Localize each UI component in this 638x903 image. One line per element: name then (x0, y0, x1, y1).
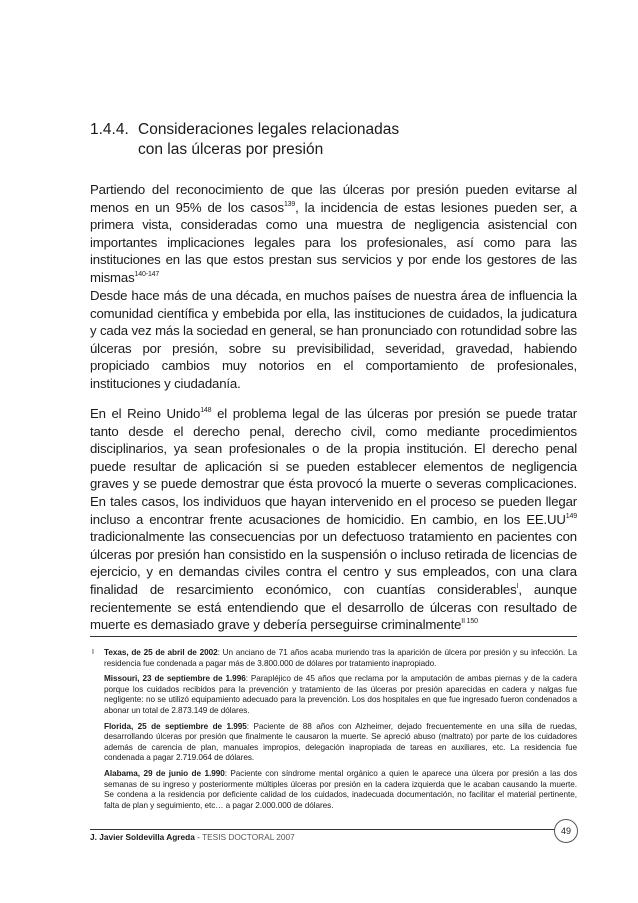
paragraph-1 (90, 181, 577, 287)
footnote-ref-ii-citation-150: II 150 (461, 618, 478, 626)
paragraph-3-text-a: En el Reino Unido (90, 406, 201, 421)
section-title-line-1: Consideraciones legales relacionadas (138, 121, 400, 138)
footnote-ref-i: I (516, 582, 519, 590)
citation-148: 148 (200, 407, 212, 414)
paragraph-3-text-c: tradicionalmente las consecuencias por un defectuoso tratamiento en pacientes con úlceras por presión han consistido en la suspensión o incluso retirada de licencias de ejercicio, y en demandas civiles contra el centro y sus empleados, con una clara finalidad de resarcimiento económico, con cuantías considerables (90, 529, 577, 597)
citation-139: 139 (283, 200, 296, 208)
page-footer (90, 832, 295, 842)
footer-subtitle: TESIS DOCTORAL 2007 (202, 832, 295, 842)
paragraph-1-text-a: Partiendo del reconocimiento de que las úlceras por presión pueden evitarse al menos en un 95% de los casos (90, 182, 577, 215)
citation-140-147: 140-147 (134, 270, 160, 278)
footer-author: J. Javier Soldevilla Agreda (90, 832, 195, 842)
paragraph-3 (90, 405, 577, 634)
footer-separator: - (194, 832, 203, 842)
footnote-lead: Florida, 25 de septiembre de 1.995 (104, 721, 247, 731)
footer-divider (90, 829, 577, 830)
footnote-lead: Missouri, 23 de septiembre de 1.996 (104, 674, 246, 684)
footnote-alabama (104, 769, 577, 811)
footnote-missouri (104, 674, 577, 716)
footnote-divider (90, 636, 577, 637)
footnote-mark: I (92, 649, 94, 656)
footnote-text: : Parapléjico de 45 años que reclama por la amputación de ambas piernas y de la cadera porque los cuidados recibidos para la prevención y tratamiento de las úlceras por presión aparecidas en cadera y nalgas fue negligente: no se utilizó equipamiento adecuado para la prevención. Los dos hospitales en que fue ingresado fueron condenados a abonar un total de 2.873.149 de dólares. (104, 674, 577, 715)
citation-149: 149 (565, 512, 577, 520)
section-title-line-2: con las úlceras por presión (138, 141, 324, 158)
footnote-lead: Alabama, 29 de junio de 1.990 (104, 768, 225, 778)
footnote-texas (92, 648, 577, 669)
paragraph-2: Desde hace más de una década, en muchos países de nuestra área de influencia la comunidad científica y embebida por ella, las instituciones de cuidados, la judicatura y cada vez más la sociedad en general, se han pronunciado con rotundidad sobre las úlceras por presión, sobre su previsibilidad, severidad, gravedad, habiendo propiciado cambios muy notorios en el comportamiento de profesionales, instituciones y ciudadanía. (90, 288, 577, 391)
paragraph-3-text-d: , aunque recientemente se está entendiendo que el desarrollo de úlceras con resultado de muerte es demasiado grave y debería perseguirse criminalmente (90, 581, 577, 633)
paragraph-3-text-b: el problema legal de las úlceras por presión se puede tratar tanto desde el derecho penal, derecho civil, como mediante procedimientos disciplinarios, ya sean profesionales o de la propia institución. El derecho penal puede resultar de aplicación si se pueden establecer elementos de negligencia graves y se puede demostrar que ésta provocó la muerte o severas complicaciones. En tales casos, los individuos que hayan intervenido en el proceso se pueden llegar incluso a encontrar frente acusaciones de homicidio. En cambio, en los EE.UU (90, 406, 577, 527)
section-number: 1.4.4. (90, 121, 129, 138)
paragraph-1-text-b: , la incidencia de estas lesiones pueden ser, a primera vista, consideradas como una muestra de negligencia asistencial con importantes implicaciones legales para los profesionales, así como para las instituciones en las que estos prestan sus servicios y por ende los gestores de las mismas (90, 199, 577, 285)
footnotes (92, 648, 577, 816)
footnote-text: : Paciente de 88 años con Alzheimer, dejado frecuentemente en una silla de ruedas, desarrollando úlceras por presión que finalmente le causaron la muerte. Se apreció abuso (maltrato) por parte de los cuidadores además de carencia de plan, manuales impropios, delegación inapropiada de tareas en auxiliares, etc. La residencia fue condenada a pagar 2.719.064 de dólares. (104, 721, 577, 763)
page-number: 49 (560, 826, 571, 836)
page-number-badge (554, 819, 578, 843)
footnote-lead: Texas, de 25 de abril de 2002 (104, 648, 218, 657)
footnote-text: : Paciente con síndrome mental orgánico a quien le aparece una úlcera por presión a las dos semanas de su ingreso y posteriormente múltiples úlceras por presión en la cadera izquierda que le acaban causando la muerte. Se condena a la residencia por deficiente calidad de los cuidados, inadecuada documentación, no facilitar el material pertinente, falta de plan y seguimiento, etc… a pagar 2.000.000 de dólares. (104, 768, 577, 810)
footnote-text: : Un anciano de 71 años acaba muriendo tras la aparición de úlcera por presión y su infección. La residencia fue condenada a pagar más de 3.800.000 de dólares por tratamiento inapropiado. (104, 648, 577, 668)
footnote-florida (104, 722, 577, 764)
